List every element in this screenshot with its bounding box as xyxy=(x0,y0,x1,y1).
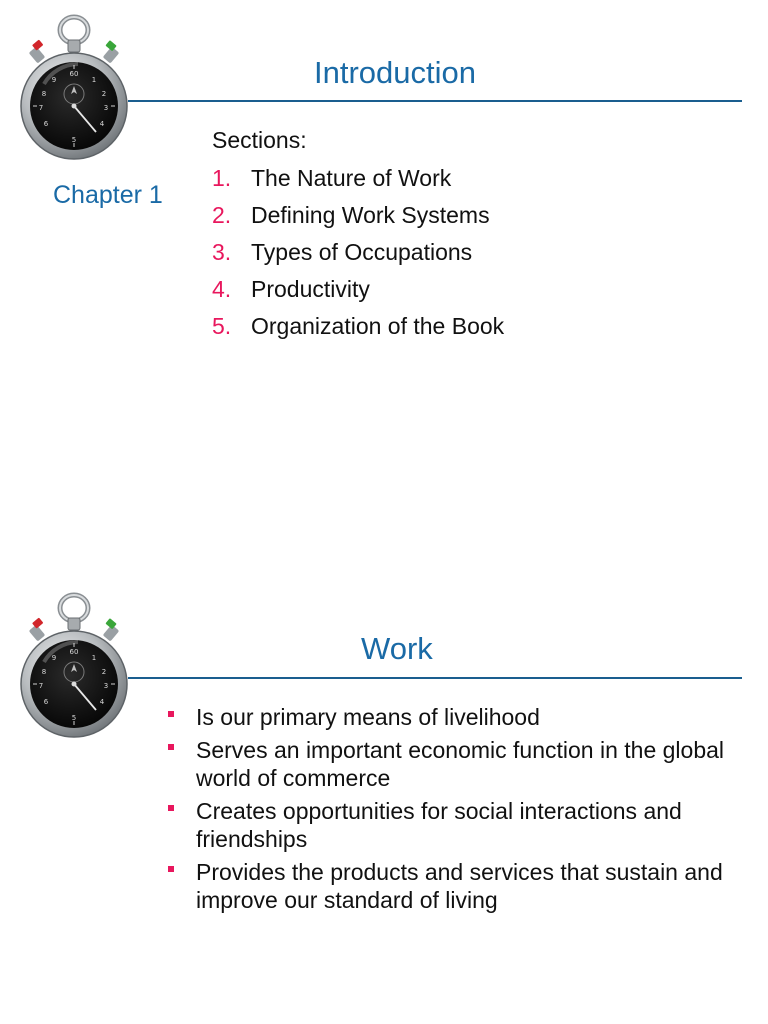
stopwatch-icon xyxy=(18,592,130,742)
bullet-text: Provides the products and services that sustain and improve our standard of living xyxy=(196,859,723,913)
section-text: Types of Occupations xyxy=(251,239,473,265)
bullet-list xyxy=(168,703,728,919)
bullet-text: Serves an important economic function in the global world of commerce xyxy=(196,737,725,791)
section-number: 1. xyxy=(212,165,232,191)
bullet-item xyxy=(168,736,728,792)
section-item xyxy=(212,239,504,276)
bullet-square-icon xyxy=(168,805,174,811)
bullet-item xyxy=(168,703,728,731)
section-text: Defining Work Systems xyxy=(251,202,490,228)
slide-title: Introduction xyxy=(314,55,476,90)
bullet-square-icon xyxy=(168,711,174,717)
sections-heading: Sections: xyxy=(212,127,307,153)
section-number: 4. xyxy=(212,276,232,302)
section-number: 2. xyxy=(212,202,232,228)
section-number: 5. xyxy=(212,313,232,339)
bullet-item xyxy=(168,858,728,914)
chapter-label: Chapter 1 xyxy=(53,181,163,209)
stopwatch-icon xyxy=(18,14,130,164)
title-divider xyxy=(128,677,742,679)
section-item xyxy=(212,313,504,350)
section-number: 3. xyxy=(212,239,232,265)
bullet-item xyxy=(168,797,728,853)
slide-title: Work xyxy=(361,631,433,666)
section-list xyxy=(212,165,504,350)
section-text: Organization of the Book xyxy=(251,313,505,339)
section-item xyxy=(212,202,504,239)
slide-work xyxy=(0,580,768,1024)
section-text: Productivity xyxy=(251,276,370,302)
title-divider xyxy=(128,100,742,102)
section-item xyxy=(212,165,504,202)
section-item xyxy=(212,276,504,313)
section-text: The Nature of Work xyxy=(251,165,452,191)
bullet-text: Creates opportunities for social interactions and friendships xyxy=(196,798,682,852)
bullet-square-icon xyxy=(168,866,174,872)
bullet-square-icon xyxy=(168,744,174,750)
bullet-text: Is our primary means of livelihood xyxy=(196,704,540,730)
